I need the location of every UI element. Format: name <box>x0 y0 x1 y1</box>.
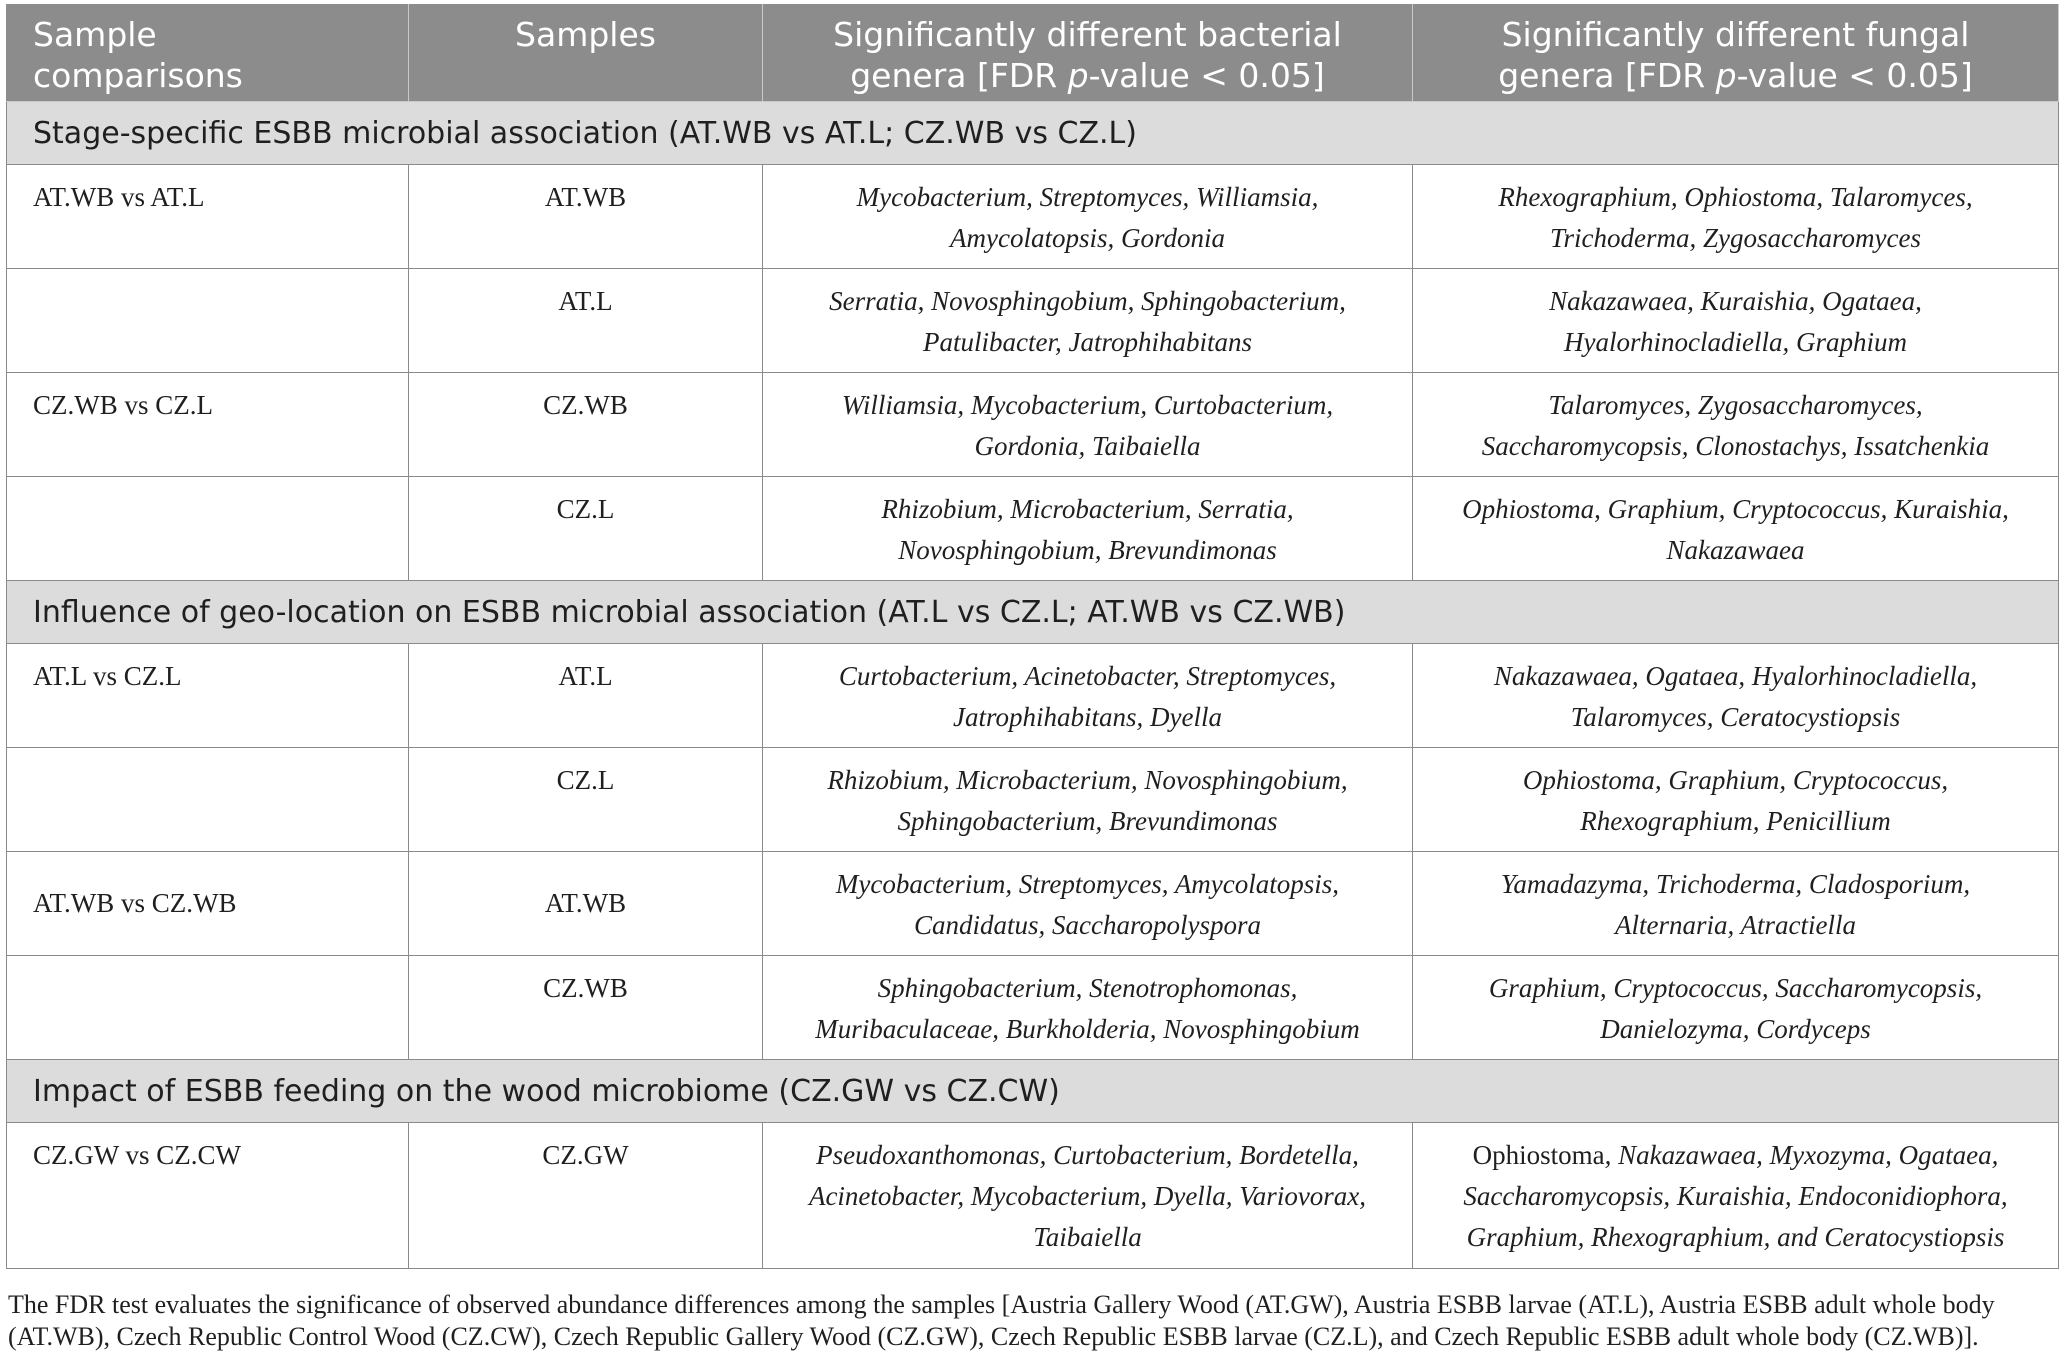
comparison-cell <box>7 477 409 581</box>
sample-cell: AT.WB <box>409 852 763 956</box>
fungi-cell: Ophiostoma, Graphium, Cryptococcus, Kuraishia, Nakazawaea <box>1413 477 2059 581</box>
sample-cell: AT.WB <box>409 165 763 269</box>
sample-cell: CZ.L <box>409 477 763 581</box>
table-row <box>7 477 2059 581</box>
table-row <box>7 373 2059 477</box>
fungi-cell: Talaromyces, Zygosaccharomyces, Saccharomycopsis, Clonostachys, Issatchenkia <box>1413 373 2059 477</box>
fungi-cell: Yamadazyma, Trichoderma, Cladosporium, Alternaria, Atractiella <box>1413 852 2059 956</box>
sample-cell: AT.L <box>409 269 763 373</box>
table-footnote: The FDR test evaluates the significance of observed abundance differences among the samples [Austria Gallery Wood (AT.GW), Austria ESBB larvae (AT.L), Austria ESBB adult whole body (AT.WB), Czech Republic Control Wood (CZ.CW), Czech Republic Gallery Wood (CZ.GW), Czech Republic ESBB larvae (CZ.L), and Czech Republic ESBB adult whole body (CZ.WB)]. <box>8 1290 1995 1351</box>
sample-cell: AT.L <box>409 644 763 748</box>
table-row <box>7 1123 2059 1269</box>
fungi-cell: Ophiostoma, Nakazawaea, Myxozyma, Ogataea, Saccharomycopsis, Kuraishia, Endoconidiophora, Graphium, Rhexographium, and Ceratocystiopsis <box>1413 1123 2059 1269</box>
table-row <box>7 956 2059 1060</box>
bacteria-cell: Mycobacterium, Streptomyces, Amycolatopsis, Candidatus, Saccharopolyspora <box>763 852 1413 956</box>
bacteria-cell: Rhizobium, Microbacterium, Novosphingobium, Sphingobacterium, Brevundimonas <box>763 748 1413 852</box>
comparison-cell <box>7 956 409 1060</box>
table-row <box>7 165 2059 269</box>
header-bacterial-genera: Significantly different bacterial genera [FDR p-value < 0.05] <box>763 5 1413 102</box>
fungi-cell: Graphium, Cryptococcus, Saccharomycopsis, Danielozyma, Cordyceps <box>1413 956 2059 1060</box>
section-title: Impact of ESBB feeding on the wood microbiome (CZ.GW vs CZ.CW) <box>7 1060 2059 1123</box>
fungi-cell: Rhexographium, Ophiostoma, Talaromyces, Trichoderma, Zygosaccharomyces <box>1413 165 2059 269</box>
bacteria-cell: Williamsia, Mycobacterium, Curtobacterium, Gordonia, Taibaiella <box>763 373 1413 477</box>
header-row <box>7 5 2059 102</box>
fungi-cell: Ophiostoma, Graphium, Cryptococcus, Rhexographium, Penicillium <box>1413 748 2059 852</box>
section-title: Stage-specific ESBB microbial association (AT.WB vs AT.L; CZ.WB vs CZ.L) <box>7 102 2059 165</box>
comparison-cell <box>7 269 409 373</box>
sample-cell: CZ.WB <box>409 373 763 477</box>
bacteria-cell: Sphingobacterium, Stenotrophomonas, Muribaculaceae, Burkholderia, Novosphingobium <box>763 956 1413 1060</box>
results-table <box>6 4 2059 1269</box>
table-row <box>7 269 2059 373</box>
comparison-cell: AT.L vs CZ.L <box>7 644 409 748</box>
header-fungal-genera: Significantly different fungal genera [FDR p-value < 0.05] <box>1413 5 2059 102</box>
table-row <box>7 852 2059 956</box>
bacteria-cell: Rhizobium, Microbacterium, Serratia, Novosphingobium, Brevundimonas <box>763 477 1413 581</box>
fungi-cell: Nakazawaea, Kuraishia, Ogataea, Hyalorhinocladiella, Graphium <box>1413 269 2059 373</box>
section-row-stage-specific <box>7 102 2059 165</box>
sample-cell: CZ.WB <box>409 956 763 1060</box>
comparison-cell: CZ.WB vs CZ.L <box>7 373 409 477</box>
header-samples: Samples <box>409 5 763 102</box>
header-sample-comparisons: Sample comparisons <box>7 5 409 102</box>
section-title: Influence of geo-location on ESBB microbial association (AT.L vs CZ.L; AT.WB vs CZ.WB) <box>7 581 2059 644</box>
fungi-cell: Nakazawaea, Ogataea, Hyalorhinocladiella, Talaromyces, Ceratocystiopsis <box>1413 644 2059 748</box>
bacteria-cell: Curtobacterium, Acinetobacter, Streptomyces, Jatrophihabitans, Dyella <box>763 644 1413 748</box>
sample-cell: CZ.GW <box>409 1123 763 1269</box>
section-row-wood-microbiome <box>7 1060 2059 1123</box>
comparison-cell: CZ.GW vs CZ.CW <box>7 1123 409 1269</box>
table-row <box>7 644 2059 748</box>
sample-cell: CZ.L <box>409 748 763 852</box>
comparison-cell: AT.WB vs AT.L <box>7 165 409 269</box>
section-row-geo-location <box>7 581 2059 644</box>
bacteria-cell: Mycobacterium, Streptomyces, Williamsia, Amycolatopsis, Gordonia <box>763 165 1413 269</box>
bacteria-cell: Serratia, Novosphingobium, Sphingobacterium, Patulibacter, Jatrophihabitans <box>763 269 1413 373</box>
bacteria-cell: Pseudoxanthomonas, Curtobacterium, Bordetella, Acinetobacter, Mycobacterium, Dyella, Variovorax, Taibaiella <box>763 1123 1413 1269</box>
table-row <box>7 748 2059 852</box>
comparison-cell: AT.WB vs CZ.WB <box>7 852 409 956</box>
comparison-cell <box>7 748 409 852</box>
